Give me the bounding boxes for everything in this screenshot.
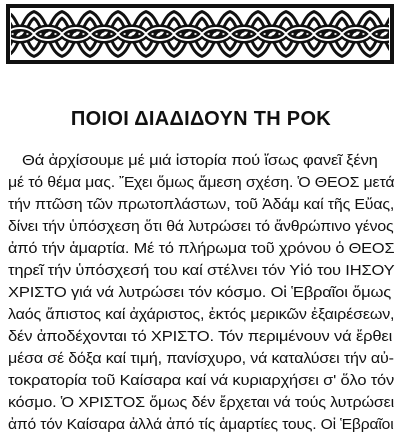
chapter-heading: ΠΟΙΟΙ ΔΙΑΔΙΔΟΥΝ ΤΗ ΡΟΚ: [70, 108, 332, 130]
text-line-1: Θά ἀρχίσουμε μέ μιά ἱστορία πού ἴσως φανεῖ ξένη: [22, 153, 378, 169]
text-line-4: δίνει τήν ὑπόσχεση ὅτι θά λυτρώσει τό ἄνθρώπινο γένος: [8, 219, 394, 235]
text-line-13: ἀπό τόν Καίσαρα ἀλλά ἀπό τίς ἁμαρτίες τους. Οἱ Ἑβραῖοι: [8, 417, 394, 433]
text-line-8: λαός ἄπιστος καί ἀχάριστος, ἐκτός μερικῶν ἐξαιρέσεων,: [8, 307, 395, 323]
text-line-7: ΧΡΙΣΤΟ γιά νά λυτρώσει τόν κόσμο. Οἱ Ἑβραῖοι ὅμως: [8, 285, 392, 301]
text-line-12: κόσμο. Ὁ ΧΡΙΣΤΟΣ ὅμως δέν ἔρχεται νά τούς λυτρώσει: [8, 395, 395, 411]
text-line-6: τηρεῖ τήν ὑπόσχεσή του καί στέλνει τόν Υἱό του ΙΗΣΟΥ: [8, 263, 395, 279]
text-line-3: τήν πτῶση τῶν πρωτοπλάστων, τοῦ Ἀδάμ καί τῆς Εὔας,: [8, 197, 395, 213]
text-line-5: ἀπό τήν ἁμαρτία. Μέ τό πλήρωμα τοῦ χρόνου ὁ ΘΕΟΣ: [8, 241, 395, 257]
text-line-2: μέ τό θέμα μας. Ἔχει ὅμως ἄμεση σχέση. Ὁ ΘΕΟΣ μετά: [8, 175, 395, 191]
text-line-11: τοκρατορία τοῦ Καίσαρα καί νά κυριαρχήσει σ' ὅλο τόν: [8, 373, 395, 389]
celtic-knot-border-ornament: [6, 4, 394, 64]
text-line-10: μέσα σέ δόξα καί τιμή, πανίσχυρο, νά καταλύσει τήν αὐ-: [8, 351, 394, 367]
text-line-9: δέν ἀποδέχονται τό ΧΡΙΣΤΟ. Τόν περιμένουν νά ἔρθει: [8, 329, 393, 345]
